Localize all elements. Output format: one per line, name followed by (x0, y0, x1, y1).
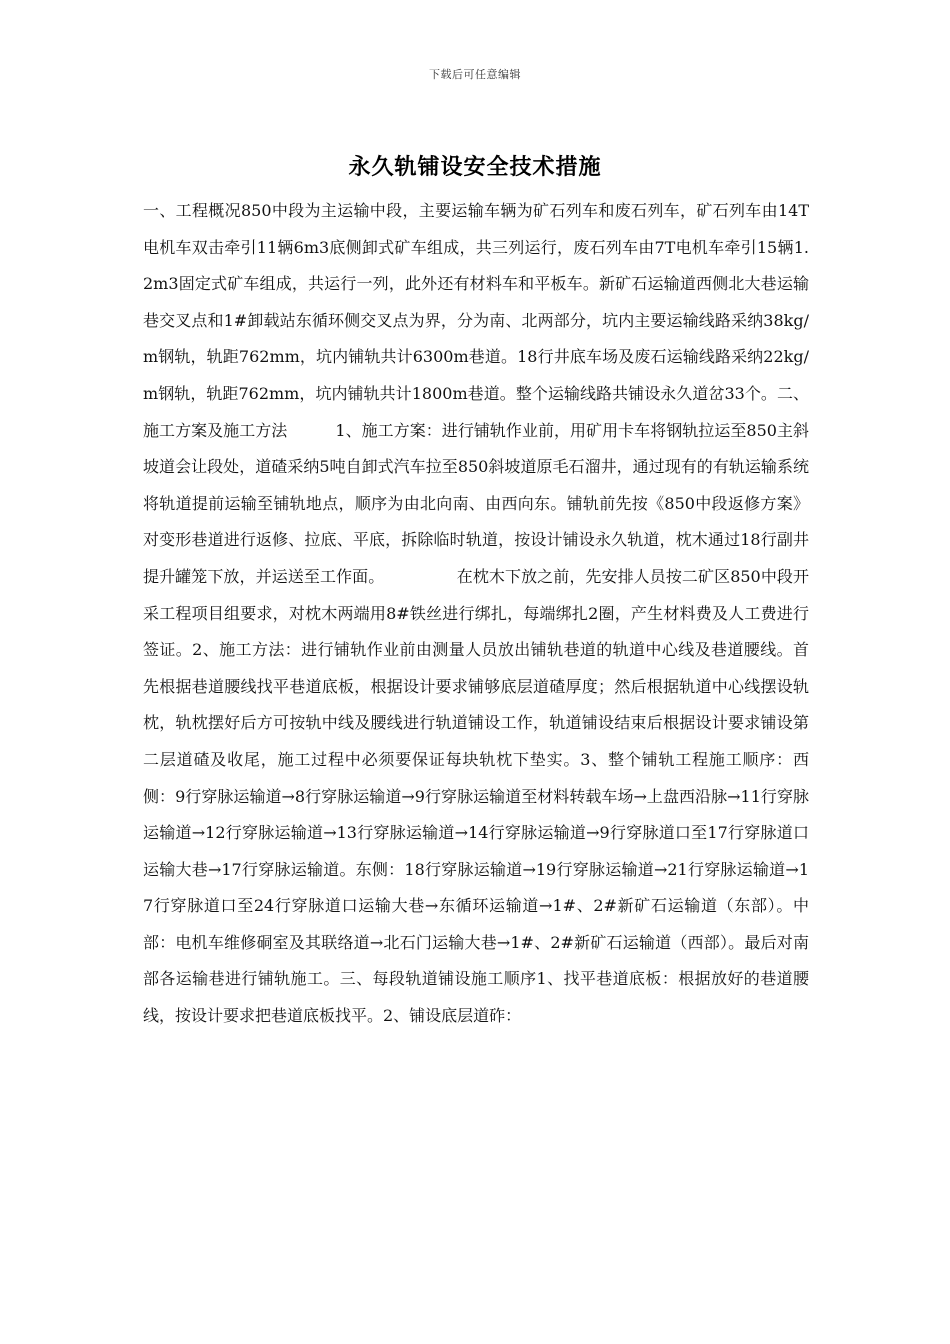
document-title: 永久轨铺设安全技术措施 (348, 154, 602, 180)
header-note: 下载后可任意编辑 (429, 68, 521, 81)
body-paragraph: 一、工程概况850中段为主运输中段，主要运输车辆为矿石列车和废石列车，矿石列车由14T电机车双击牵引11辆6m3底侧卸式矿车组成，共三列运行，废石列车由7T电机车牵引15辆1.2m3固定式矿车组成，共运行一列，此外还有材料车和平板车。新矿石运输道西侧北大巷运输巷交叉点和1#卸载站东循环侧交叉点为界，分为南、北两部分，坑内主要运输线路采纳38kg/m钢轨，轨距762mm，坑内铺轨共计6300m巷道。18行井底车场及废石运输线路采纳22kg/m钢轨，轨距762mm，坑内铺轨共计1800m巷道。整个运输线路共铺设永久道岔33个。二、施工方案及施工方法 1、施工方案：进行铺轨作业前，用矿用卡车将钢轨拉运至850主斜坡道会让段处，道碴采纳5吨自卸式汽车拉至850斜坡道原毛石溜井，通过现有的有轨运输系统将轨道提前运输至铺轨地点，顺序为由北向南、由西向东。铺轨前先按《850中段返修方案》对变形巷道进行返修、拉底、平底，拆除临时轨道，按设计铺设永久轨道，枕木通过18行副井提升罐笼下放，并运送至工作面。 在枕木下放之前，先安排人员按二矿区850中段开采工程项目组要求，对枕木两端用8#铁丝进行绑扎，每端绑扎2圈，产生材料费及人工费进行签证。2、施工方法：进行铺轨作业前由测量人员放出铺轨巷道的轨道中心线及巷道腰线。首先根据巷道腰线找平巷道底板，根据设计要求铺够底层道碴厚度；然后根据轨道中心线摆设轨枕，轨枕摆好后方可按轨中线及腰线进行轨道铺设工作，轨道铺设结束后根据设计要求铺设第二层道碴及收尾，施工过程中必须要保证每块轨枕下垫实。3、整个铺轨工程施工顺序：西侧：9行穿脉运输道→8行穿脉运输道→9行穿脉运输道至材料转载车场→上盘西沿脉→11行穿脉运输道→12行穿脉运输道→13行穿脉运输道→14行穿脉运输道→9行穿脉道口至17行穿脉道口运输大巷→17行穿脉运输道。东侧：18行穿脉运输道→19行穿脉运输道→21行穿脉运输道→17行穿脉道口至24行穿脉道口运输大巷→东循环运输道→1#、2#新矿石运输道（东部）。中部：电机车维修硐室及其联络道→北石门运输大巷→1#、2#新矿石运输道（西部）。最后对南部各运输巷进行铺轨施工。三、每段轨道铺设施工顺序1、找平巷道底板：根据放好的巷道腰线，按设计要求把巷道底板找平。2、铺设底层道砟： (143, 201, 809, 1026)
